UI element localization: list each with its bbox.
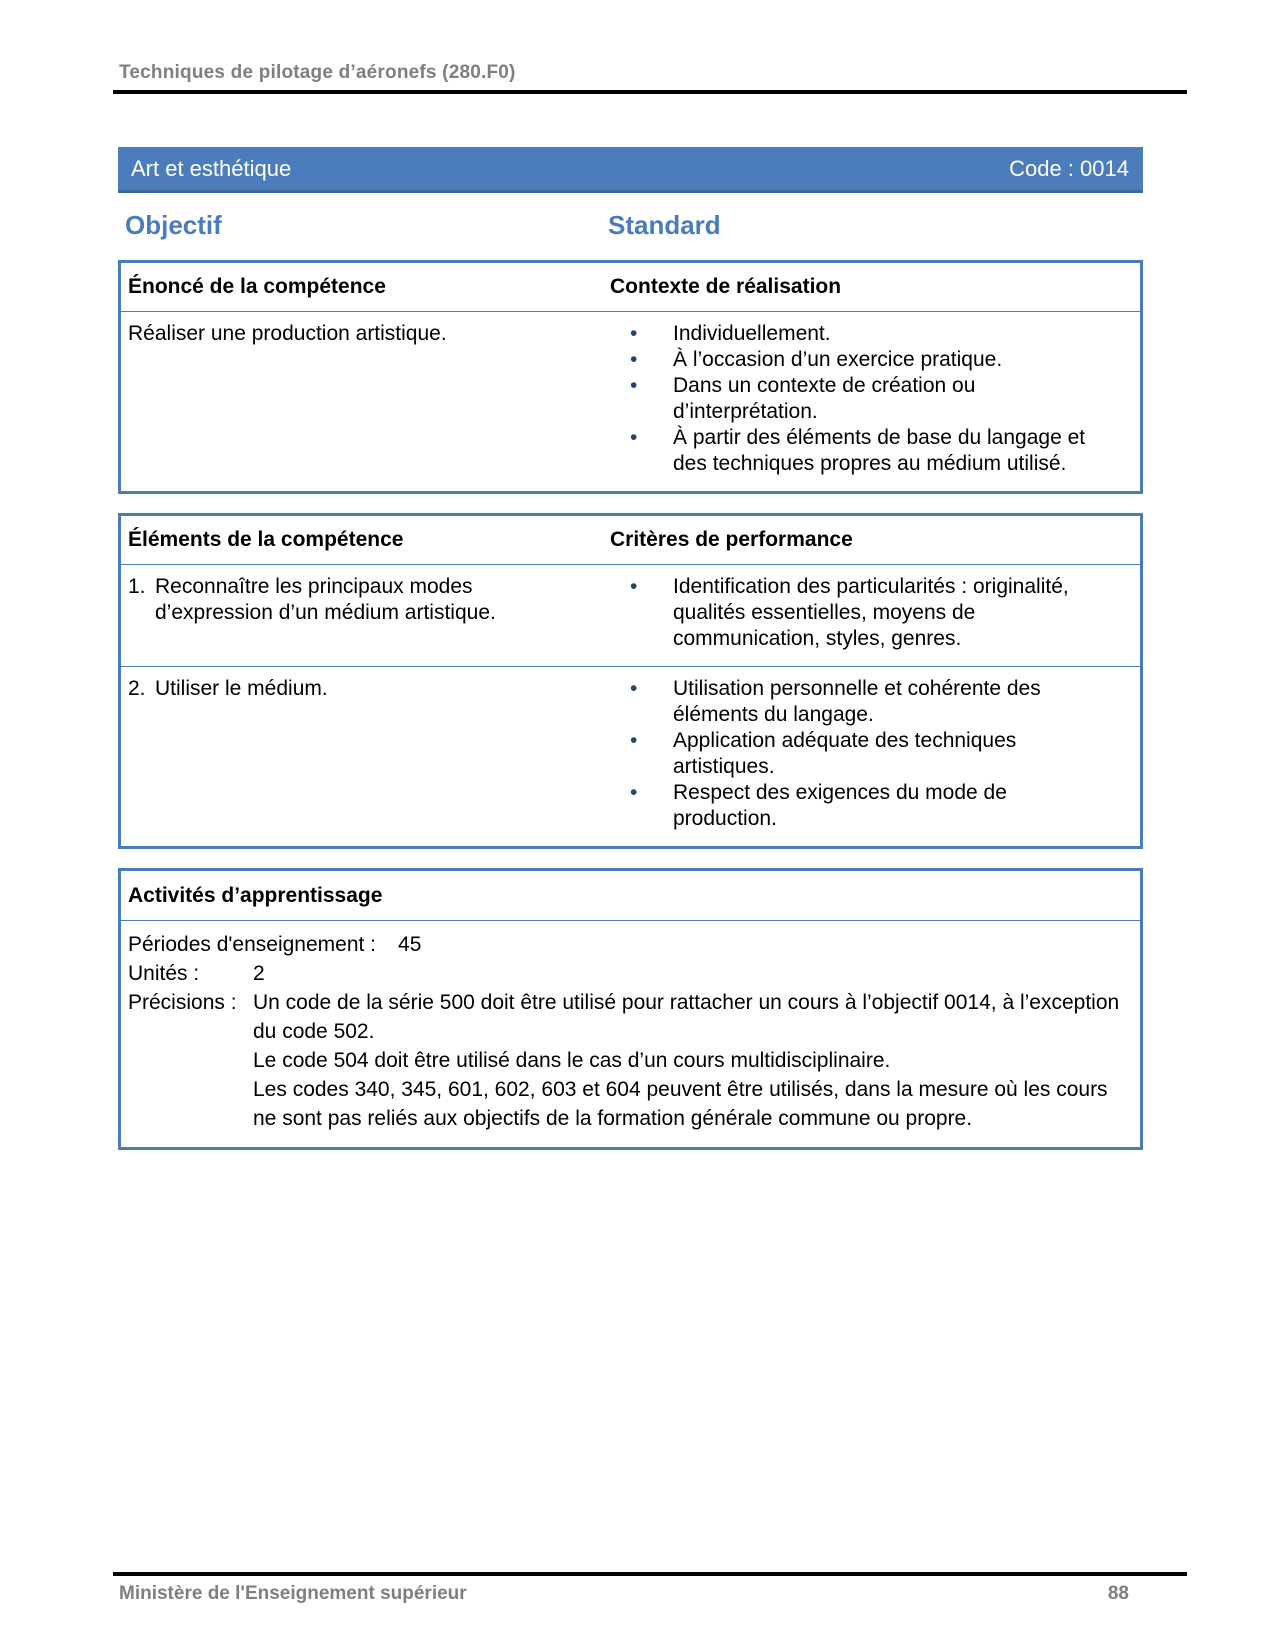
footer-ministry: Ministère de l'Enseignement supérieur — [119, 1583, 467, 1604]
list-item — [630, 676, 1128, 728]
units-label: Unités : — [128, 962, 200, 985]
item-number: 2. — [128, 677, 146, 700]
bullet-text: À l’occasion d’un exercice pratique. — [673, 348, 1003, 371]
precisions-text — [253, 988, 1130, 1133]
competence-header-row — [121, 263, 1140, 312]
list-item — [630, 780, 1128, 832]
banner-code: Code : 0014 — [1009, 155, 1129, 181]
activities-header: Activités d’apprentissage — [121, 871, 1140, 921]
periods-row — [128, 930, 1130, 959]
bullet-icon: • — [630, 348, 638, 371]
list-item — [630, 347, 1128, 373]
activities-table — [118, 868, 1143, 1150]
bullet-text: Identification des particularités : originalité, qualités essentielles, moyens de communication, styles, genres. — [673, 575, 1069, 650]
units-row — [128, 959, 1130, 988]
units-value: 2 — [253, 962, 265, 985]
list-item — [630, 321, 1128, 347]
bullet-text: Utilisation personnelle et cohérente des éléments du langage. — [673, 677, 1041, 726]
element-item-2 — [128, 676, 589, 702]
item-text: Utiliser le médium. — [155, 677, 328, 700]
bullet-icon: • — [630, 426, 638, 449]
competence-left-header: Énoncé de la compétence — [128, 275, 386, 298]
periods-label: Périodes d'enseignement : — [128, 933, 377, 956]
bullet-icon: • — [630, 322, 638, 345]
competence-table — [118, 260, 1143, 494]
list-item — [630, 373, 1128, 425]
bullet-icon: • — [630, 677, 638, 700]
precisions-row — [128, 988, 1130, 1133]
elements-right-header: Critères de performance — [610, 528, 853, 551]
bullet-text: À partir des éléments de base du langage et des techniques propres au médium utilisé. — [673, 426, 1086, 475]
precisions-line: Les codes 340, 345, 601, 602, 603 et 604 peuvent être utilisés, dans la mesure où les cours ne sont pas reliés aux objectifs de la formation générale commune ou propre. — [253, 1078, 1108, 1130]
item-text: Reconnaître les principaux modes d’expression d’un médium artistique. — [155, 575, 496, 624]
footer-rule — [113, 1572, 1187, 1576]
element-item-1 — [128, 574, 589, 626]
item-number: 1. — [128, 575, 146, 598]
bullet-text: Individuellement. — [673, 322, 831, 345]
criteria-bullet-list — [608, 676, 1128, 832]
footer-page-number: 88 — [1107, 1583, 1129, 1604]
precisions-label: Précisions : — [128, 991, 237, 1014]
competence-statement: Réaliser une production artistique. — [128, 322, 447, 345]
bullet-text: Respect des exigences du mode de production. — [673, 781, 1007, 830]
header-rule — [113, 90, 1187, 94]
bullet-icon: • — [630, 781, 638, 804]
bullet-icon: • — [630, 575, 638, 598]
precisions-line: Un code de la série 500 doit être utilisé pour rattacher un cours à l’objectif 0014, à l’exception du code 502. — [253, 991, 1120, 1043]
column-headings — [118, 210, 1143, 241]
criteria-bullet-list — [608, 574, 1128, 652]
running-header-title: Techniques de pilotage d’aéronefs (280.F0) — [119, 62, 516, 83]
heading-objectif: Objectif — [125, 210, 222, 240]
bullet-icon: • — [630, 729, 638, 752]
page-content — [113, 0, 1187, 1150]
table-row — [121, 667, 1140, 846]
page-footer — [113, 1572, 1187, 1605]
list-item — [630, 728, 1128, 780]
section-banner — [118, 147, 1143, 193]
elements-table — [118, 513, 1143, 849]
table-row — [121, 565, 1140, 667]
competence-body-row — [121, 312, 1140, 491]
periods-value: 45 — [398, 933, 422, 956]
elements-left-header: Éléments de la compétence — [128, 528, 404, 551]
bullet-text: Dans un contexte de création ou d’interprétation. — [673, 374, 976, 423]
competence-right-header: Contexte de réalisation — [610, 275, 842, 298]
bullet-icon: • — [630, 374, 638, 397]
list-item — [630, 425, 1128, 477]
elements-header-row — [121, 516, 1140, 565]
heading-standard: Standard — [608, 210, 721, 240]
banner-title: Art et esthétique — [131, 155, 292, 181]
bullet-text: Application adéquate des techniques artistiques. — [673, 729, 1017, 778]
list-item — [630, 574, 1128, 652]
precisions-line: Le code 504 doit être utilisé dans le cas d’un cours multidisciplinaire. — [253, 1049, 891, 1072]
context-bullet-list — [608, 321, 1128, 477]
